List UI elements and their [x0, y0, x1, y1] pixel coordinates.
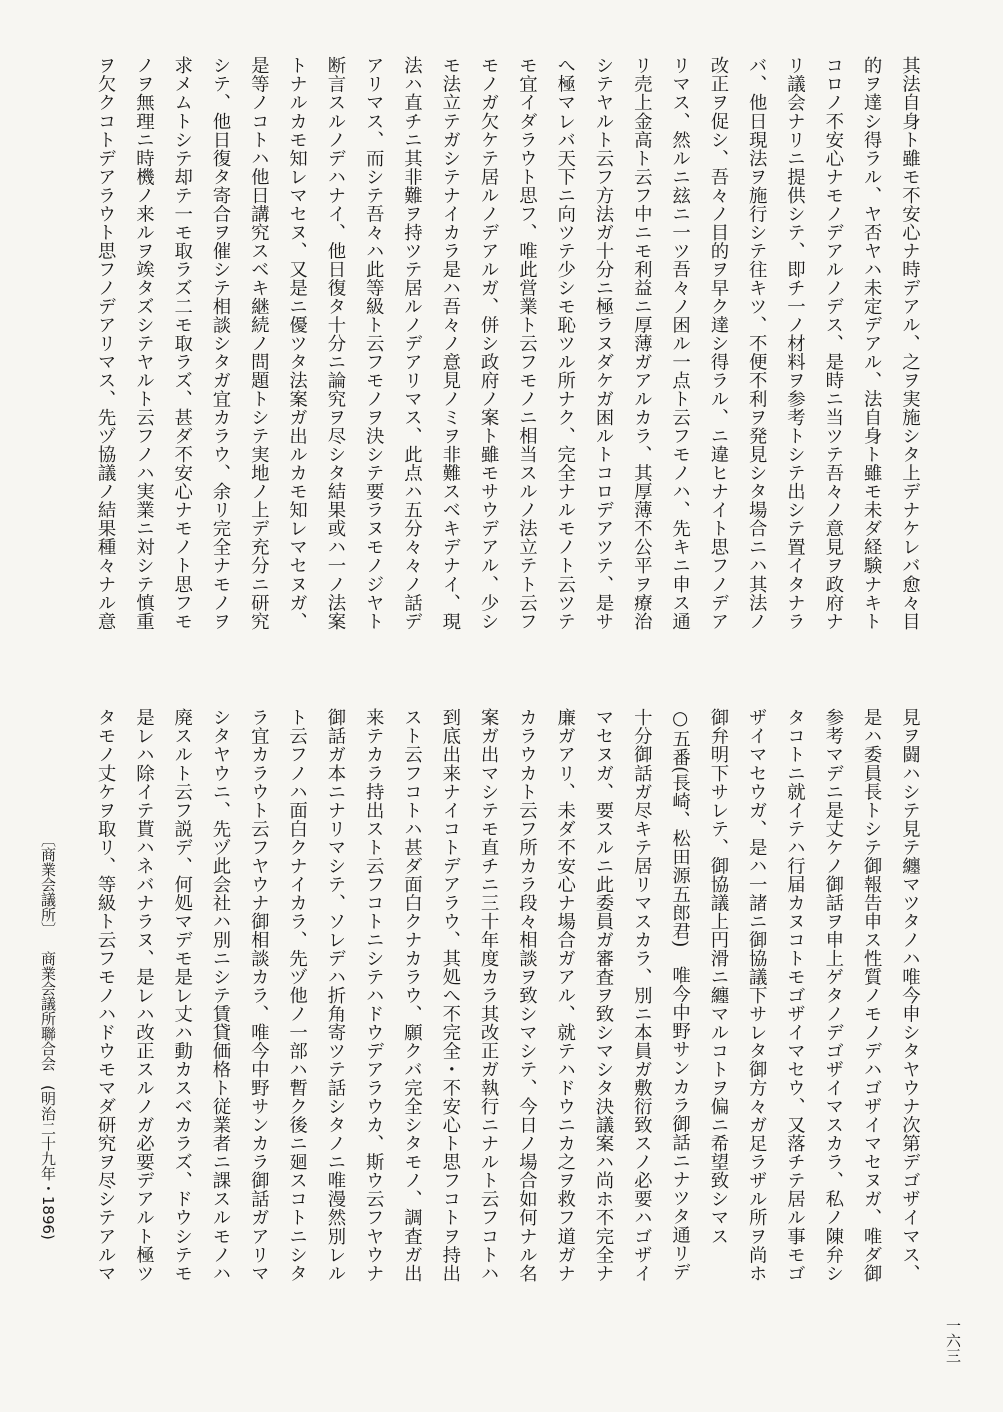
text-column: リ売上金高ト云フ中ニモ利益ニ厚薄ガアルカラ、其厚薄不公平ヲ療治 — [631, 56, 653, 631]
text-column: ○五番(長崎、松田源五郎君) 唯今中野サンカラ御話ニナツタ通リデ — [669, 708, 691, 1281]
text-column: シタヤウニ、先ヅ此会社ハ別ニシテ賃貸価格ト従業者ニ課スルモノハ — [210, 708, 231, 1283]
text-column: ラ宜カラウト云フヤウナ御相談カラ、唯今中野サンカラ御話ガアリマ — [248, 708, 270, 1283]
text-column: バ、他日現法ヲ施行シテ往キツ、不便不利ヲ発見シタ場合ニハ其法ノ — [746, 56, 768, 631]
text-column: ノヲ無理ニ時機ノ来ルヲ竢タズシテヤルト云フノハ実業ニ対シテ慎重 — [133, 56, 155, 631]
text-column: シテヤルト云フ方法ガ十分ニ極ラヌダケガ困ルトコロデアツテ、是サ — [593, 56, 614, 631]
text-column: モノガ欠ケテ居ルノデアルガ、併シ政府ノ案ト雖モサウデアル、少シ — [478, 56, 500, 631]
text-column: 十分御話ガ尽キテ居リマスカラ、別ニ本員ガ敷衍致スノ必要ハゴザイ — [631, 708, 653, 1283]
text-column: 断言スルノデハナイ、他日復タ十分ニ論究ヲ尽シタ結果或ハ一ノ法案 — [324, 56, 346, 631]
text-column: ザイマセウガ、是ハ一諸ニ御協議下サレタ御方々ガ足ラザル所ヲ尚ホ — [746, 708, 768, 1283]
text-column: 法ハ直チニ其非難ヲ持ツテ居ルノデアリマス、此点ハ五分々々ノ話デ — [401, 56, 423, 631]
text-column: マセヌガ、要スルニ此委員ガ審査ヲ致シマシタ決議案ハ尚ホ不完全ナ — [593, 708, 614, 1283]
text-column: 案ガ出マシテモ直チニ三十年度カラ其改正ガ執行ニナルト云フコトハ — [478, 708, 500, 1283]
text-column: ト云フノハ面白クナイカラ、先ヅ他ノ一部ハ暫ク後ニ廻スコトニシタ — [286, 708, 308, 1283]
running-header — [40, 832, 55, 1240]
text-column: トナルカモ知レマセヌ、又是ニ優ツタ法案ガ出ルカモ知レマセヌガ、 — [286, 56, 308, 631]
text-column: 的ヲ達シ得ラル、ヤ否ヤハ未定デアル、法自身ト雖モ未ダ経験ナキト — [861, 56, 883, 631]
text-column: 見ヲ闘ハシテ見テ纏マツタノハ唯今申シタヤウナ次第デゴザイマス、 — [899, 708, 921, 1283]
text-column: 御話ガ本ニナリマシテ、ソレデハ折角寄ツテ話シタノニ唯漫然別レル — [324, 708, 346, 1283]
text-column: へ極マレバ天下ニ向ツテ少シモ恥ツル所ナク、完全ナルモノト云ツテ — [554, 56, 576, 631]
text-column: 来テカラ持出スト云フコトニシテハドウデアラウカ、斯ウ云フヤウナ — [363, 708, 385, 1283]
text-column: 改正ヲ促シ、吾々ノ目的ヲ早ク達シ得ラル、ニ違ヒナイト思フノデア — [707, 56, 729, 631]
text-column: モ宜イダラウト思フ、唯此営業ト云フモノニ相当スルノ法立テト云フ — [516, 56, 538, 631]
text-column: 御弁明下サレテ、御協議上円滑ニ纏マルコトヲ偏ニ希望致シマス — [707, 708, 729, 1246]
text-column: タコトニ就イテハ行届カヌコトモゴザイマセウ、又落チテ居ル事モゴ — [784, 708, 806, 1283]
text-column: 是等ノコトハ他日講究スベキ継続ノ問題トシテ実地ノ上デ充分ニ研究 — [248, 56, 270, 631]
text-column: コロノ不安心ナモノデアルノデス、是時ニ当ツテ吾々ノ意見ヲ政府ナ — [822, 56, 844, 631]
text-column: 到底出来ナイコトデアラウ、其処へ不完全・不安心ト思フコトヲ持出 — [439, 708, 461, 1283]
text-column: リ議会ナリニ提供シテ、即チ一ノ材料ヲ参考トシテ出シテ置イタナラ — [784, 56, 806, 631]
text-column: 求メムトシテ却テ一モ取ラズ二モ取ラズ、甚ダ不安心ナモノト思フモ — [171, 56, 193, 631]
text-column: 是レハ除イテ貰ハネバナラヌ、是レハ改正スルノガ必要デアルト極ツ — [133, 708, 155, 1283]
text-column: アリマス、而シテ吾々ハ此等級ト云フモノヲ決シテ要ラヌモノジヤト — [363, 56, 385, 631]
header-era: (明治二十九年・1896) — [39, 1085, 57, 1240]
header-section: 〔商業会議所〕 — [39, 832, 57, 937]
text-column: 参考マデニ是丈ケノ御話ヲ申上ゲタノデゴザイマスカラ、私ノ陳弁シ — [822, 708, 844, 1283]
text-column: スト云フコトハ甚ダ面白クナカラウ、願クバ完全シタモノ、調査ガ出 — [401, 708, 423, 1283]
text-column: 是ハ委員長トシテ御報告申ス性質ノモノデハゴザイマセヌガ、唯ダ御 — [861, 708, 883, 1283]
text-column: モ法立テガシテナイカラ是ハ吾々ノ意見ノミヲ非難スベキデナイ、現 — [439, 56, 461, 631]
text-column: シテ、他日復タ寄合ヲ催シテ相談シタガ宜カラウ、余リ完全ナモノヲ — [210, 56, 231, 631]
text-column: タモノ丈ケヲ取リ、等級ト云フモノハドウモマダ研究ヲ尽シテアルマ — [95, 708, 117, 1283]
text-column: カラウカト云フ所カラ段々相談ヲ致シマシテ、今日ノ場合如何ナル名 — [516, 708, 538, 1283]
text-column: 其法自身ト雖モ不安心ナ時デアル、之ヲ実施シタ上デナケレバ愈々目 — [899, 56, 921, 631]
page-number: 一六三 — [944, 1318, 962, 1363]
text-column: 廃スルト云フ説デ、何処マデモ是レ丈ハ動カスベカラズ、ドウシテモ — [171, 708, 193, 1283]
header-title: 商業会議所聯合会 — [39, 951, 57, 1071]
text-column: ヲ欠クコトデアラウト思フノデアリマス、先ヅ協議ノ結果種々ナル意 — [95, 56, 117, 631]
text-column: リマス、然ルニ玆ニ一ツ吾々ノ困ル一点ト云フモノハ、先キニ申ス通 — [669, 56, 691, 631]
text-column: 廉ガアリ、未ダ不安心ナ場合ガアル、就テハドウニカ之ヲ救フ道ガナ — [554, 708, 576, 1283]
